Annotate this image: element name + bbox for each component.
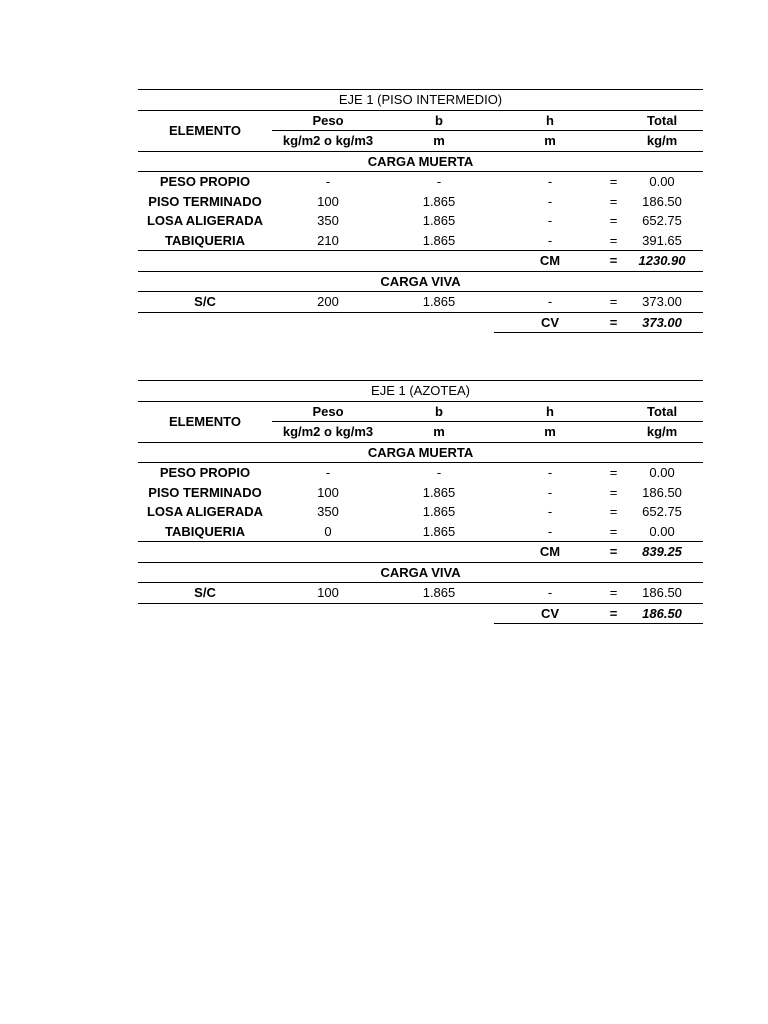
cell-elemento: PESO PROPIO — [159, 465, 251, 481]
cell-eq: = — [609, 484, 618, 500]
header-elemento: ELEMENTO — [138, 401, 272, 442]
cell-total: 186.50 — [621, 583, 703, 604]
cell-elemento: S/C — [138, 583, 272, 604]
unit-total: kg/m — [621, 131, 703, 152]
dead-load-total-row — [138, 251, 703, 272]
cv-eq: = — [606, 603, 621, 624]
cell-eq: = — [609, 504, 618, 520]
table-title: EJE 1 (AZOTEA) — [138, 381, 703, 402]
cell-elemento: S/C — [138, 292, 272, 313]
load-table-piso-intermedio — [138, 89, 703, 333]
cell-peso: 200 — [272, 292, 384, 313]
cv-label: CV — [494, 312, 606, 333]
cell-eq: = — [609, 213, 618, 229]
cell-b: - — [436, 174, 442, 190]
cell-peso: 350 — [317, 213, 339, 229]
cell-h: - — [547, 465, 553, 481]
cell-elemento: LOSA ALIGERADA — [146, 504, 264, 520]
cm-eq: = — [606, 542, 621, 563]
cell-total: 652.75 — [642, 213, 682, 229]
cell-b: 1.865 — [384, 583, 494, 604]
cell-b: 1.865 — [422, 193, 456, 209]
header-elemento: ELEMENTO — [138, 110, 272, 151]
table-row — [138, 211, 703, 231]
cell-total: 373.00 — [621, 292, 703, 313]
table-row — [138, 522, 703, 542]
load-table-azotea — [138, 380, 703, 624]
header-b: b — [384, 110, 494, 131]
unit-b: m — [384, 131, 494, 152]
table-row — [138, 502, 703, 522]
header-total: Total — [621, 401, 703, 422]
cell-eq: = — [606, 583, 621, 604]
header-b: b — [384, 401, 494, 422]
cell-h: - — [547, 504, 553, 520]
cv-total: 186.50 — [621, 603, 703, 624]
table-row — [138, 463, 703, 483]
table-row — [138, 172, 703, 192]
cell-elemento: PESO PROPIO — [159, 174, 251, 190]
section-carga-muerta: CARGA MUERTA — [138, 442, 703, 463]
table-row — [138, 231, 703, 251]
cell-elemento: PISO TERMINADO — [148, 193, 262, 209]
cell-eq: = — [609, 465, 618, 481]
cell-elemento: TABIQUERIA — [138, 522, 272, 542]
cell-h: - — [547, 193, 553, 209]
cell-total: 0.00 — [649, 174, 675, 190]
live-load-total-row — [138, 312, 703, 333]
cell-peso: 100 — [272, 583, 384, 604]
cell-elemento: LOSA ALIGERADA — [146, 213, 264, 229]
cell-peso: - — [325, 465, 331, 481]
section-carga-viva: CARGA VIVA — [138, 562, 703, 583]
unit-b: m — [384, 422, 494, 443]
unit-h: m — [494, 131, 606, 152]
cell-peso: 100 — [317, 484, 339, 500]
cm-total: 1230.90 — [621, 251, 703, 272]
cell-b: 1.865 — [422, 484, 456, 500]
cv-eq: = — [606, 312, 621, 333]
cell-elemento: PISO TERMINADO — [148, 484, 262, 500]
unit-total: kg/m — [621, 422, 703, 443]
cm-label: CM — [494, 251, 606, 272]
cell-elemento: TABIQUERIA — [138, 231, 272, 251]
table-title: EJE 1 (PISO INTERMEDIO) — [138, 90, 703, 111]
cell-h: - — [494, 522, 606, 542]
cell-h: - — [547, 174, 553, 190]
cm-eq: = — [606, 251, 621, 272]
cell-eq: = — [606, 522, 621, 542]
cell-h: - — [494, 292, 606, 313]
cell-h: - — [547, 484, 553, 500]
cell-peso: - — [325, 174, 331, 190]
table-row — [138, 583, 703, 604]
cell-b: 1.865 — [422, 504, 456, 520]
cell-b: 1.865 — [384, 231, 494, 251]
section-carga-muerta: CARGA MUERTA — [138, 151, 703, 172]
live-load-total-row — [138, 603, 703, 624]
table-row — [138, 292, 703, 313]
cell-total: 652.75 — [642, 504, 682, 520]
cv-total: 373.00 — [621, 312, 703, 333]
unit-peso: kg/m2 o kg/m3 — [272, 422, 384, 443]
cell-peso: 210 — [272, 231, 384, 251]
cell-peso: 350 — [317, 504, 339, 520]
cell-h: - — [547, 213, 553, 229]
unit-h: m — [494, 422, 606, 443]
cell-eq: = — [606, 231, 621, 251]
header-peso: Peso — [272, 110, 384, 131]
cell-total: 0.00 — [649, 465, 675, 481]
cell-eq: = — [609, 193, 618, 209]
cell-b: 1.865 — [422, 213, 456, 229]
cell-h: - — [494, 583, 606, 604]
table-row — [138, 483, 703, 503]
section-carga-viva: CARGA VIVA — [138, 271, 703, 292]
header-peso: Peso — [272, 401, 384, 422]
cell-b: 1.865 — [384, 292, 494, 313]
cell-h: - — [494, 231, 606, 251]
dead-load-total-row — [138, 542, 703, 563]
cell-total: 0.00 — [621, 522, 703, 542]
cell-total: 186.50 — [642, 484, 682, 500]
cv-label: CV — [494, 603, 606, 624]
table-row — [138, 192, 703, 212]
header-h: h — [494, 110, 606, 131]
cell-total: 391.65 — [621, 231, 703, 251]
cm-label: CM — [494, 542, 606, 563]
header-total: Total — [621, 110, 703, 131]
cell-peso: 0 — [272, 522, 384, 542]
cell-b: - — [436, 465, 442, 481]
cm-total: 839.25 — [621, 542, 703, 563]
unit-peso: kg/m2 o kg/m3 — [272, 131, 384, 152]
cell-eq: = — [609, 174, 618, 190]
cell-peso: 100 — [317, 193, 339, 209]
cell-b: 1.865 — [384, 522, 494, 542]
cell-eq: = — [606, 292, 621, 313]
cell-total: 186.50 — [642, 193, 682, 209]
header-h: h — [494, 401, 606, 422]
